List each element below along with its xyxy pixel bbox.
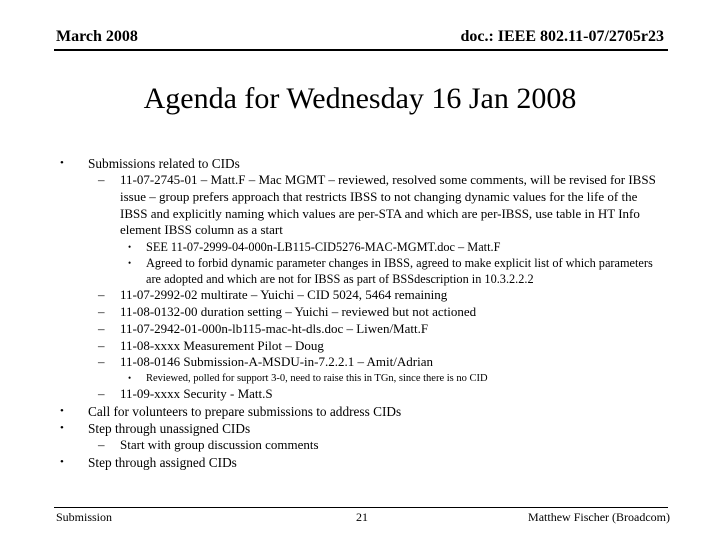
- bullet-icon: •: [60, 421, 64, 434]
- sub-item: [56, 386, 666, 403]
- sub-item: [56, 287, 666, 304]
- sub-item: [56, 321, 666, 338]
- agenda-item-submissions: [56, 155, 666, 172]
- header-date: March 2008: [56, 28, 138, 45]
- sub-item-label: 11-08-0132-00 duration setting – Yuichi – reviewed but not actioned: [120, 303, 477, 319]
- header-rule: [54, 49, 668, 51]
- sub-item: [56, 304, 666, 321]
- agenda-item-label: Step through unassigned CIDs: [88, 420, 251, 436]
- sub-item: [56, 172, 666, 239]
- agenda-item-label: Submissions related to CIDs: [88, 156, 240, 171]
- dash-icon: –: [98, 337, 105, 353]
- dash-icon: –: [98, 354, 105, 370]
- sub-item-label: 11-08-0146 Submission-A-MSDU-in-7.2.2.1 – Amit/Adrian: [120, 354, 433, 370]
- sub-sub-item-label: Agreed to forbid dynamic parameter changes in IBSS, agreed to make explicit list of which parameters are adopted and which are not for IBSS as part of BSSdescription in 10.3.2.2.2: [146, 256, 653, 287]
- footer-submission: Submission: [56, 510, 113, 524]
- dash-icon: –: [98, 320, 105, 336]
- agenda-content: [56, 155, 666, 471]
- sub-item-label: Start with group discussion comments: [120, 436, 319, 452]
- sub-item-label: 11-07-2992-02 multirate – Yuichi – CID 5024, 5464 remaining: [120, 287, 448, 303]
- dash-icon: –: [98, 436, 105, 452]
- dash-icon: –: [98, 303, 105, 319]
- small-bullet-icon: •: [128, 258, 132, 269]
- sub-sub-item: [56, 239, 666, 255]
- page-number: 21: [356, 510, 368, 524]
- small-bullet-icon: •: [128, 373, 132, 384]
- bullet-icon: •: [60, 455, 64, 468]
- agenda-item-assigned: [56, 454, 666, 471]
- dash-icon: –: [98, 287, 105, 303]
- agenda-item-label: Step through assigned CIDs: [88, 454, 237, 470]
- agenda-item-volunteers: [56, 403, 666, 420]
- slide-title: Agenda for Wednesday 16 Jan 2008: [143, 82, 577, 115]
- bullet-icon: •: [60, 157, 64, 169]
- sub-item-label: 11-09-xxxx Security - Matt.S: [120, 386, 273, 402]
- agenda-item-label: Call for volunteers to prepare submissions to address CIDs: [88, 403, 402, 419]
- sub-item-label: 11-08-xxxx Measurement Pilot – Doug: [120, 337, 324, 353]
- sub-sub-item-label: Reviewed, polled for support 3-0, need to raise this in TGn, since there is no CID: [146, 373, 488, 385]
- sub-sub-item: [56, 255, 666, 287]
- agenda-item-unassigned: [56, 420, 666, 437]
- sub-sub-item: [56, 371, 666, 386]
- dash-icon: –: [98, 172, 105, 187]
- header-doc-id: doc.: IEEE 802.11-07/2705r23: [460, 28, 664, 45]
- small-bullet-icon: •: [128, 242, 132, 253]
- sub-item: [56, 437, 666, 454]
- sub-item-label: 11-07-2745-01 – Matt.F – Mac MGMT – reviewed, resolved some comments, will be revised for IBSS issue – group prefers approach that restricts IBSS to not changing dynamic values for the life of the IBSS and explicitly naming which values are per-STA and which are per-IBSS, use table in HT Info element IBSS column as a start: [120, 172, 656, 238]
- footer-rule: [54, 507, 668, 508]
- sub-item: [56, 338, 666, 355]
- sub-item: [56, 354, 666, 371]
- sub-item-label: 11-07-2942-01-000n-lb115-mac-ht-dls.doc – Liwen/Matt.F: [120, 320, 429, 336]
- sub-sub-item-label: SEE 11-07-2999-04-000n-LB115-CID5276-MAC-MGMT.doc – Matt.F: [146, 240, 501, 255]
- footer-author: Matthew Fischer (Broadcom): [528, 510, 670, 524]
- dash-icon: –: [98, 386, 105, 402]
- bullet-icon: •: [60, 404, 64, 417]
